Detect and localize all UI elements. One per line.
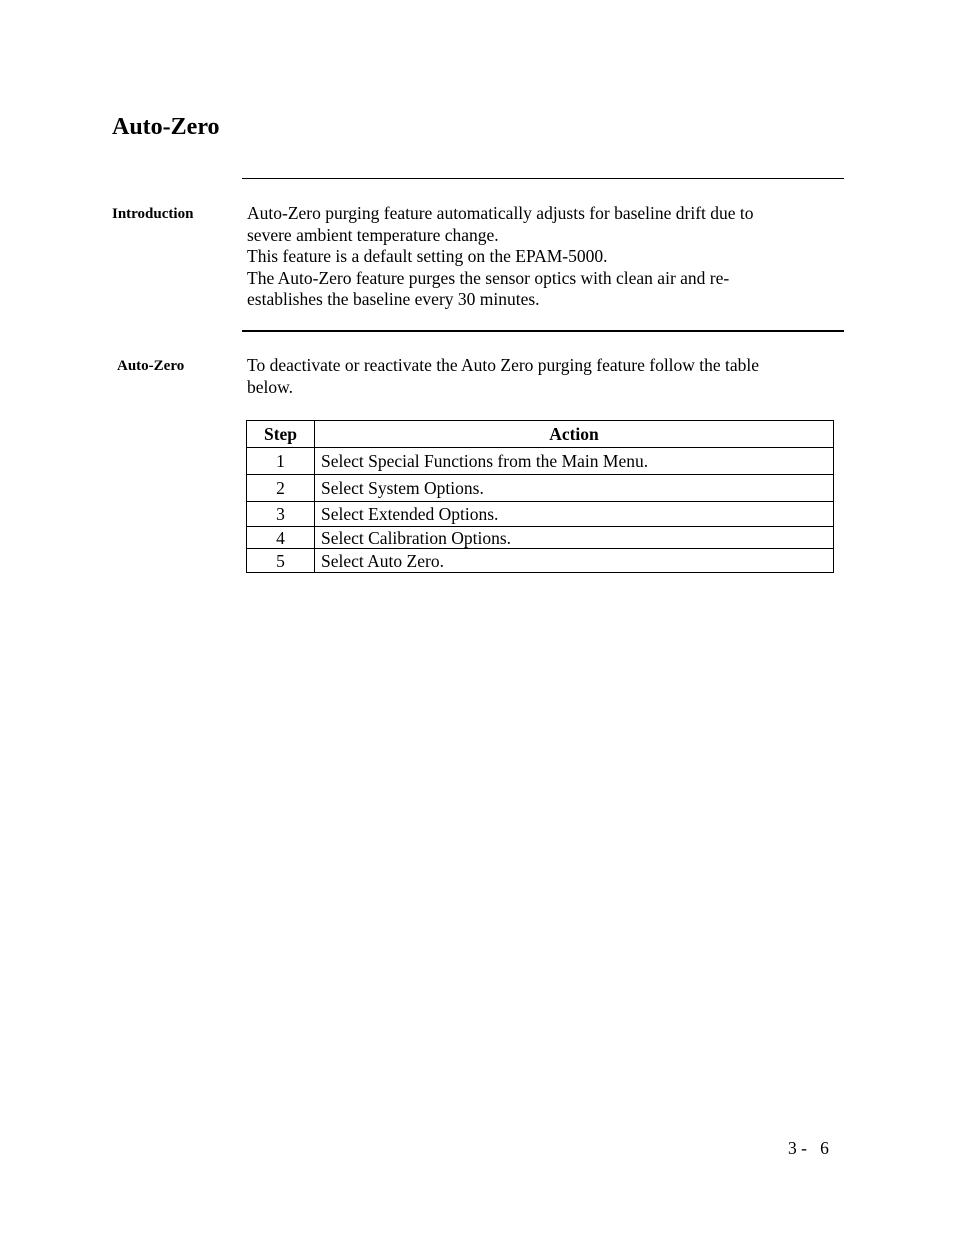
page-number: 3 - 6 <box>788 1138 829 1158</box>
table-row <box>247 502 834 527</box>
auto-zero-line: below. <box>247 376 294 397</box>
auto-zero-line: To deactivate or reactivate the Auto Zero purging feature follow the table <box>247 355 760 375</box>
step-number: 2 <box>247 475 315 502</box>
auto-zero-label: Auto-Zero <box>117 358 185 374</box>
introduction-line: Auto-Zero purging feature automatically adjusts for baseline drift due to <box>247 203 754 223</box>
auto-zero-text <box>247 355 827 398</box>
step-number: 5 <box>247 549 315 573</box>
table-row <box>247 475 834 502</box>
step-action: Select Auto Zero. <box>315 549 834 573</box>
page-title: Auto-Zero <box>112 114 220 140</box>
table-row <box>247 448 834 475</box>
table-header-row <box>247 421 834 448</box>
section-divider <box>242 330 844 332</box>
step-column-header: Step <box>247 421 315 448</box>
step-action: Select Calibration Options. <box>315 527 834 549</box>
table-row <box>247 549 834 573</box>
introduction-line: severe ambient temperature change. <box>247 224 499 245</box>
step-number: 3 <box>247 502 315 527</box>
step-number: 1 <box>247 448 315 475</box>
introduction-label: Introduction <box>112 206 194 222</box>
table-row <box>247 527 834 549</box>
introduction-line: This feature is a default setting on the EPAM-5000. <box>247 246 608 267</box>
top-divider <box>242 178 844 179</box>
step-action: Select System Options. <box>315 475 834 502</box>
introduction-line: The Auto-Zero feature purges the sensor optics with clean air and re- <box>247 267 730 288</box>
introduction-text <box>247 203 827 311</box>
steps-table <box>246 420 834 573</box>
step-action: Select Extended Options. <box>315 502 834 527</box>
action-column-header: Action <box>315 421 834 448</box>
step-number: 4 <box>247 527 315 549</box>
introduction-line: establishes the baseline every 30 minutes. <box>247 289 540 310</box>
step-action: Select Special Functions from the Main Menu. <box>315 448 834 475</box>
